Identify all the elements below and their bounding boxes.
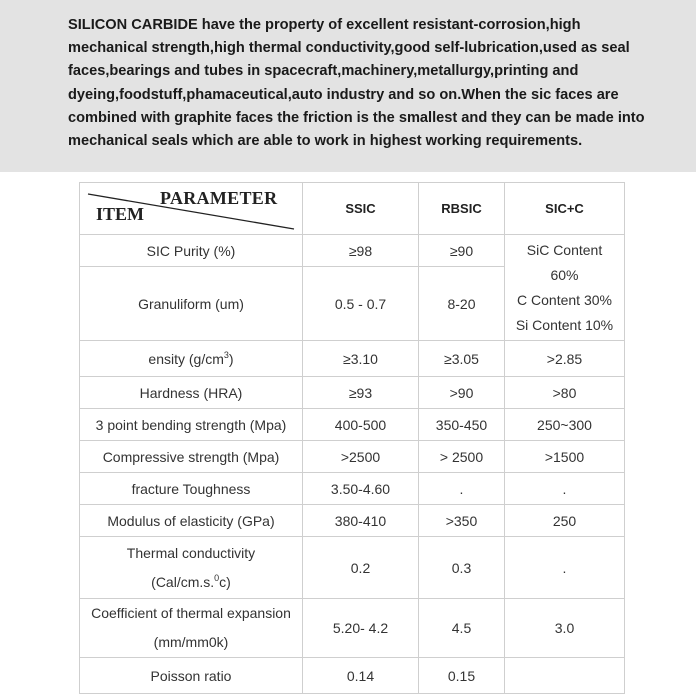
composition-line: SiC Content bbox=[526, 241, 603, 258]
header-row bbox=[80, 183, 625, 235]
cell-sicc: >1500 bbox=[505, 441, 625, 473]
intro-line: SILICON CARBIDE have the property of excellent resistant-corrosion,high bbox=[68, 17, 581, 33]
table-row bbox=[80, 441, 625, 473]
row-label: SIC Purity (%) bbox=[80, 235, 303, 267]
row-label: Coefficient of thermal expansion (mm/mm0k) bbox=[80, 599, 303, 658]
parameter-label: PARAMETER bbox=[160, 188, 278, 208]
cell-ssic: ≥3.10 bbox=[303, 341, 419, 377]
spec-table bbox=[79, 182, 625, 694]
cell-ssic: ≥93 bbox=[303, 377, 419, 409]
cell-ssic: 0.2 bbox=[303, 537, 419, 599]
cell-sicc: 3.0 bbox=[505, 599, 625, 658]
composition-line: Si Content 10% bbox=[515, 316, 614, 333]
composition-line: C Content 30% bbox=[517, 291, 612, 308]
intro-line: dyeing,foodstuff,phamaceutical,auto industry and so on.When the sic faces are bbox=[68, 86, 619, 103]
cell-ssic: 400-500 bbox=[303, 409, 419, 441]
cell-rbsic: 0.15 bbox=[419, 658, 505, 694]
cell-ssic: ≥98 bbox=[303, 235, 419, 267]
row-label: 3 point bending strength (Mpa) bbox=[80, 409, 303, 441]
table-row bbox=[80, 377, 625, 409]
intro-line: mechanical seals which are able to work in highest working requirements. bbox=[68, 133, 583, 150]
cell-ssic: 380-410 bbox=[303, 505, 419, 537]
cell-ssic: >2500 bbox=[303, 441, 419, 473]
cell-rbsic: 8-20 bbox=[419, 267, 505, 341]
table-row bbox=[80, 658, 625, 694]
row-label: Hardness (HRA) bbox=[80, 377, 303, 409]
composition-line: 60% bbox=[550, 266, 579, 283]
cell-rbsic: 4.5 bbox=[419, 599, 505, 658]
cell-ssic: 3.50-4.60 bbox=[303, 473, 419, 505]
cell-rbsic: >90 bbox=[419, 377, 505, 409]
cell-ssic: 0.14 bbox=[303, 658, 419, 694]
table-row bbox=[80, 409, 625, 441]
cell-sicc: >80 bbox=[505, 377, 625, 409]
table-row bbox=[80, 599, 625, 658]
table-row bbox=[80, 235, 625, 267]
intro-text bbox=[68, 14, 666, 153]
cell-ssic: 0.5 - 0.7 bbox=[303, 267, 419, 341]
cell-sicc: >2.85 bbox=[505, 341, 625, 377]
cell-ssic: 5.20- 4.2 bbox=[303, 599, 419, 658]
intro-line: combined with graphite faces the friction is the smallest and they can be made into bbox=[68, 109, 645, 126]
column-header-sicc: SIC+C bbox=[505, 183, 625, 235]
cell-sicc-composition bbox=[505, 235, 625, 341]
table-row bbox=[80, 473, 625, 505]
row-label: Compressive strength (Mpa) bbox=[80, 441, 303, 473]
intro-panel bbox=[0, 0, 696, 172]
cell-rbsic: ≥3.05 bbox=[419, 341, 505, 377]
cell-rbsic: > 2500 bbox=[419, 441, 505, 473]
cell-rbsic: . bbox=[419, 473, 505, 505]
cell-sicc: . bbox=[505, 537, 625, 599]
cell-rbsic: 0.3 bbox=[419, 537, 505, 599]
cell-sicc: . bbox=[505, 473, 625, 505]
row-label: ensity $(g/cm^3)$ bbox=[80, 341, 303, 377]
table-row bbox=[80, 341, 625, 377]
cell-sicc: 250 bbox=[505, 505, 625, 537]
intro-line: faces,bearings and tubes in spacecraft,machinery,metallurgy,printing and bbox=[68, 63, 579, 80]
column-header-rbsic: RBSIC bbox=[419, 183, 505, 235]
cell-rbsic: >350 bbox=[419, 505, 505, 537]
cell-rbsic: ≥90 bbox=[419, 235, 505, 267]
row-label: fracture Toughness bbox=[80, 473, 303, 505]
row-label: Thermal conductivity (Cal/cm.s.$^0$c) bbox=[80, 537, 303, 599]
row-label: Modulus of elasticity (GPa) bbox=[80, 505, 303, 537]
row-label: Granuliform (um) bbox=[80, 267, 303, 341]
cell-sicc bbox=[505, 658, 625, 694]
item-label: ITEM bbox=[96, 204, 145, 224]
table-row bbox=[80, 537, 625, 599]
column-header-ssic: SSIC bbox=[303, 183, 419, 235]
cell-sicc: 250~300 bbox=[505, 409, 625, 441]
intro-line: mechanical strength,high thermal conductivity,good self-lubrication,used as seal bbox=[68, 40, 630, 57]
cell-rbsic: 350-450 bbox=[419, 409, 505, 441]
table-row bbox=[80, 505, 625, 537]
diagonal-header-cell bbox=[80, 183, 303, 235]
row-label: Poisson ratio bbox=[80, 658, 303, 694]
